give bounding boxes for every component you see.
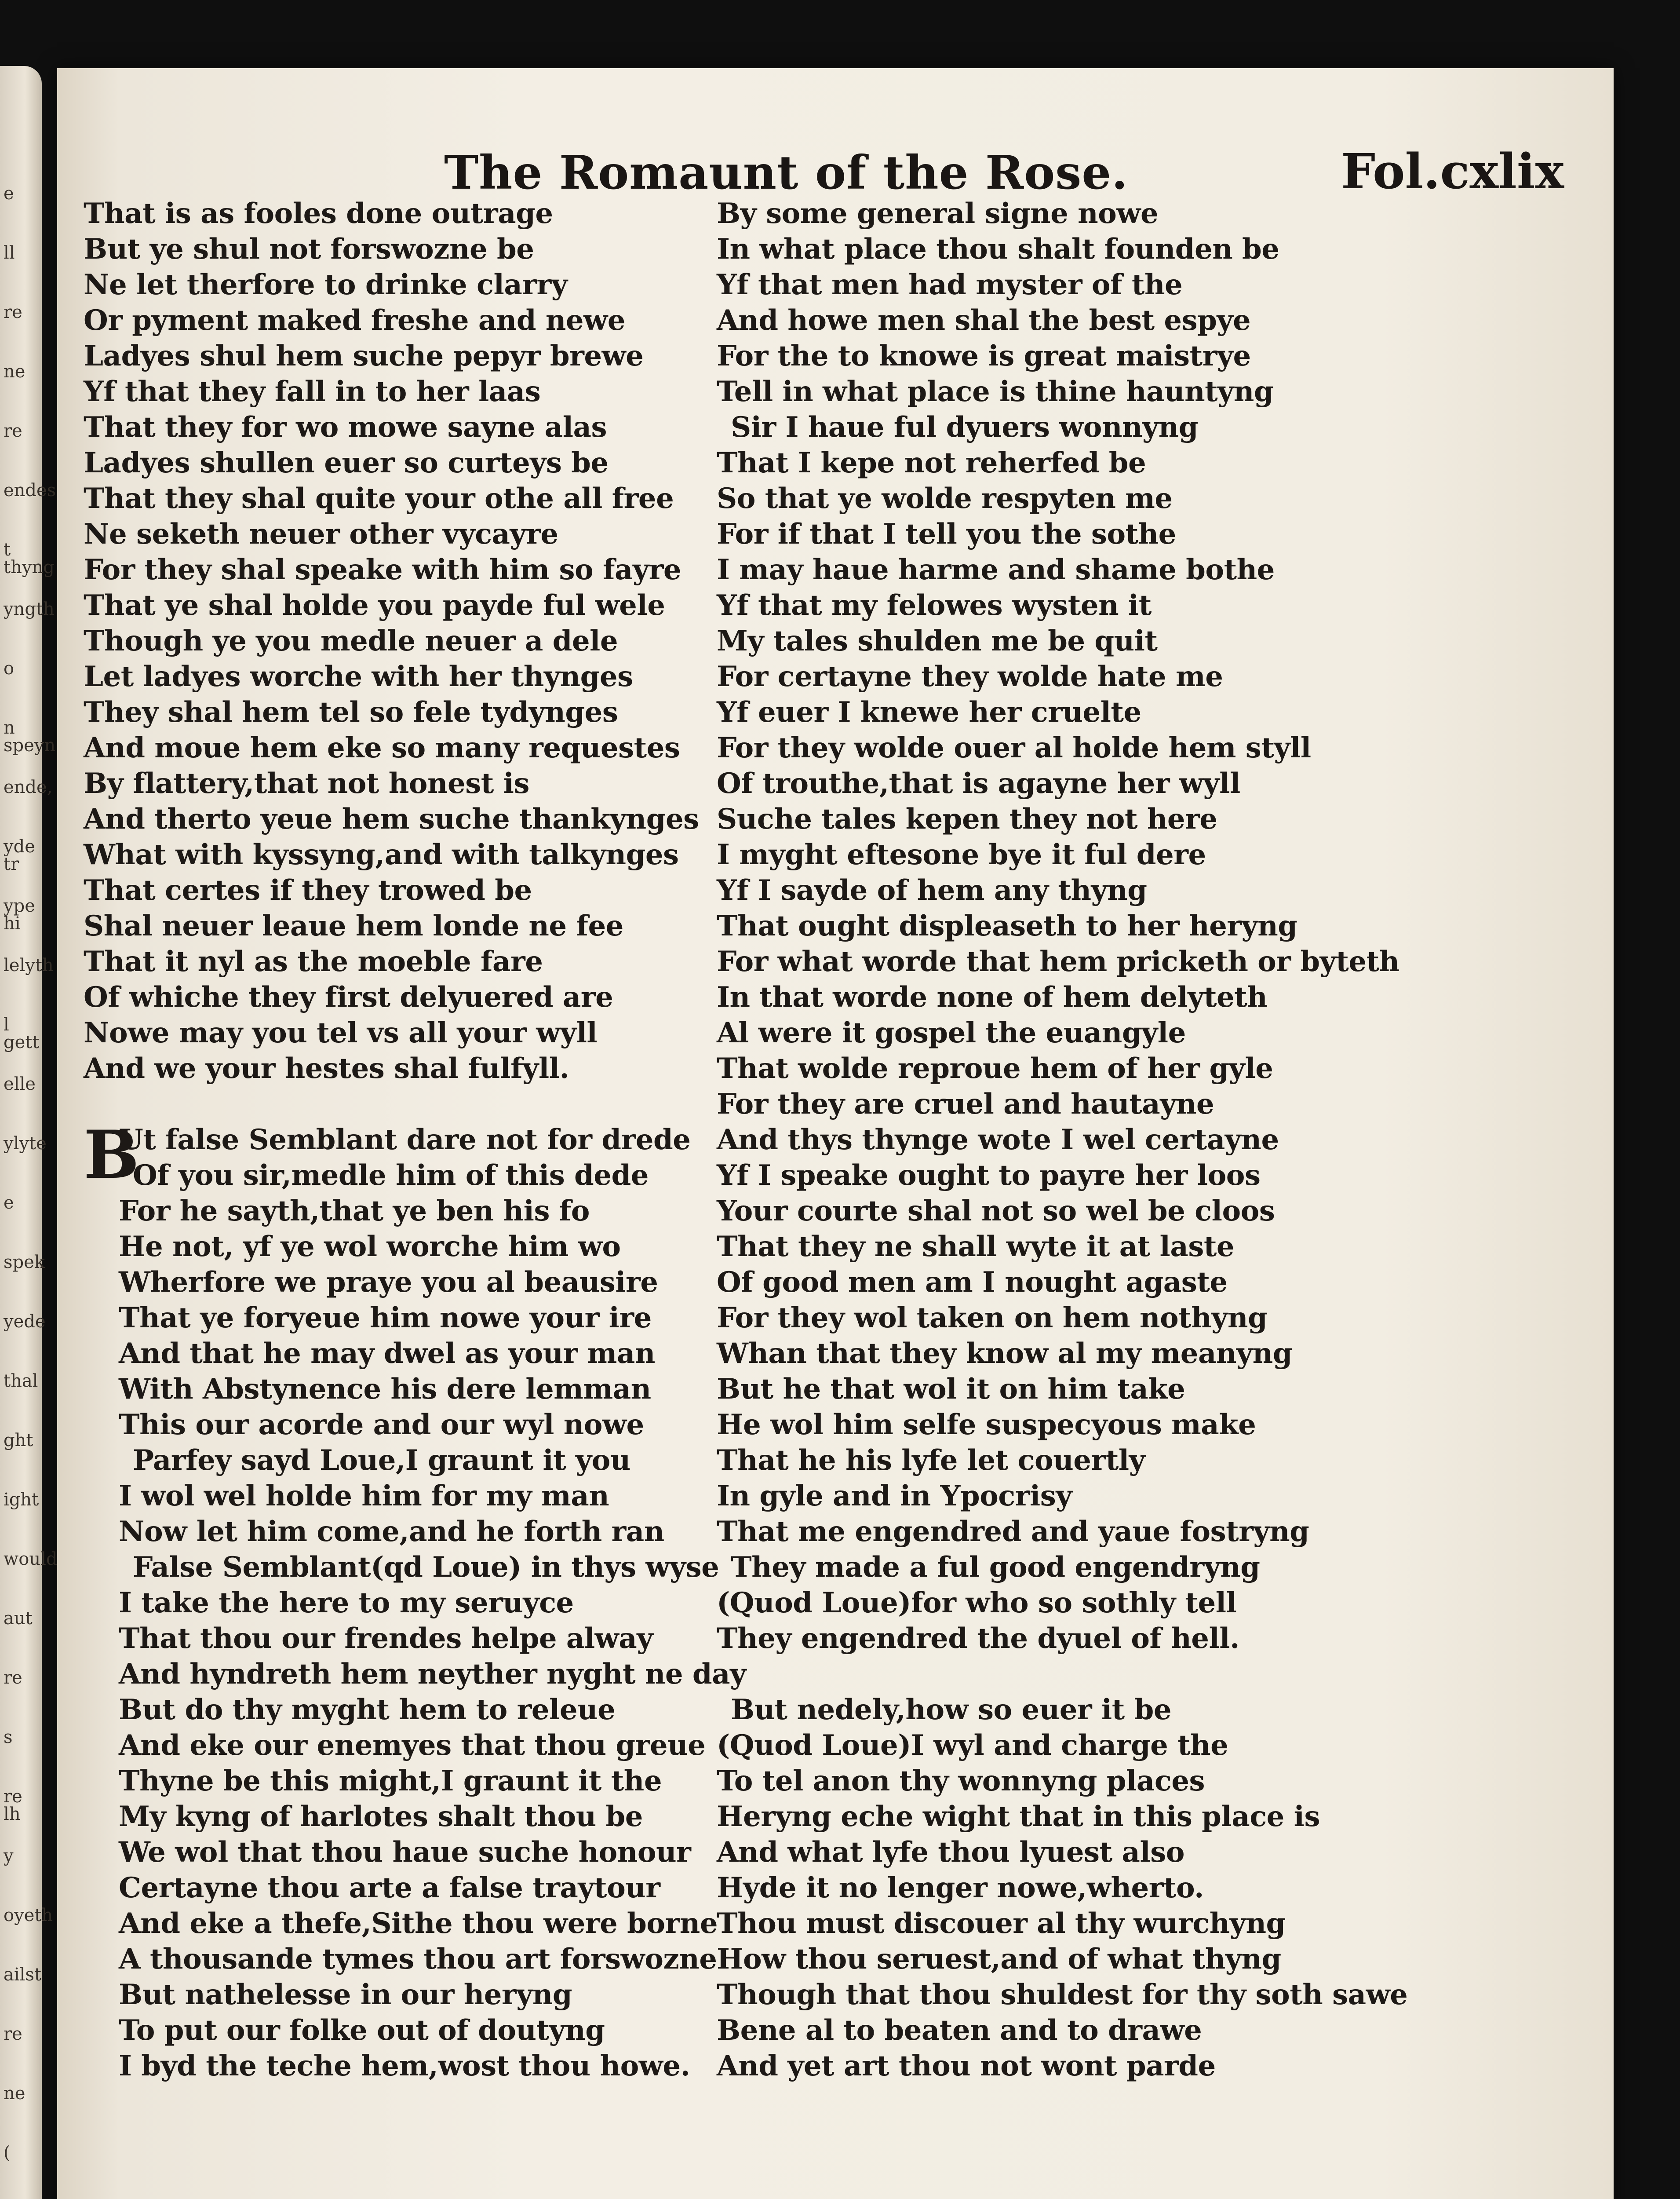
verse-line: And eke a thefe,Sithe thou were borne — [119, 1907, 718, 1940]
verse-line: That is as fooles done outrage — [84, 197, 553, 230]
verse-line: I may haue harme and shame bothe — [717, 553, 1275, 586]
margin-fragment: re — [4, 302, 22, 322]
verse-line: Nowe may you tel vs all your wyll — [84, 1016, 598, 1049]
verse-line: How thou seruest,and of what thyng — [717, 1943, 1281, 1976]
verse-line: They engendred the dyuel of hell. — [717, 1622, 1239, 1655]
verse-line: By some general signe nowe — [717, 197, 1159, 230]
verse-line: For the to knowe is great maistrye — [717, 340, 1251, 373]
verse-line: Let ladyes worche with her thynges — [84, 660, 633, 693]
verse-line: And eke our enemyes that thou greue — [119, 1729, 706, 1762]
verse-line: That ye shal holde you payde ful wele — [84, 589, 665, 622]
verse-line: That certes if they trowed be — [84, 874, 532, 907]
verse-line: For they wolde ouer al holde hem styll — [717, 731, 1311, 764]
verse-line: And moue hem eke so many requestes — [84, 731, 680, 764]
margin-fragment: re — [4, 2024, 22, 2044]
verse-line: With Abstynence his dere lemman — [119, 1373, 651, 1406]
verse-line: To tel anon thy wonnyng places — [717, 1764, 1205, 1797]
verse-line: In what place thou shalt founden be — [717, 233, 1279, 266]
margin-fragment: elle — [4, 1074, 36, 1094]
verse-line: Thou must discouer al thy wurchyng — [717, 1907, 1286, 1940]
verse-line: To put our folke out of doutyng — [119, 2014, 605, 2047]
verse-line: Tell in what place is thine hauntyng — [717, 375, 1274, 408]
margin-fragment: ende, — [4, 777, 53, 797]
left-stanza-b — [84, 1116, 783, 2084]
verse-line: And yet art thou not wont parde — [717, 2049, 1216, 2082]
verse-line: But nathelesse in our heryng — [119, 1978, 572, 2011]
verse-line: For he sayth,that ye ben his fo — [119, 1194, 590, 1227]
verse-line: That wolde reproue hem of her gyle — [717, 1052, 1273, 1085]
verse-line: And thys thynge wote I wel certayne — [717, 1123, 1279, 1156]
margin-fragment: endes — [4, 480, 56, 500]
verse-line: I myght eftesone bye it ful dere — [717, 838, 1206, 871]
verse-line: Yf that they fall in to her laas — [84, 375, 541, 408]
margin-fragment: ight — [4, 1490, 39, 1510]
verse-line: And we your hestes shal fulfyll. — [84, 1052, 569, 1085]
verse-line: And therto yeue hem suche thankynges — [84, 803, 699, 836]
verse-line: Suche tales kepen they not here — [717, 803, 1217, 836]
verse-line: And hyndreth hem neyther nyght ne day — [119, 1658, 746, 1691]
verse-line: Wherfore we praye you al beausire — [119, 1266, 658, 1299]
verse-line: Yf I speake ought to payre her loos — [717, 1159, 1261, 1192]
left-stanza-a — [84, 196, 783, 1086]
margin-fragment: yngth — [4, 599, 55, 619]
margin-fragment: n speyn — [4, 718, 56, 756]
margin-fragment: ne — [4, 362, 26, 382]
verse-line: We wol that thou haue suche honour — [119, 1836, 691, 1869]
verse-line: My kyng of harlotes shalt thou be — [119, 1800, 643, 1833]
verse-line: Though ye you medle neuer a dele — [84, 625, 618, 658]
verse-line: That thou our frendes helpe alway — [119, 1622, 653, 1655]
verse-line: For certayne they wolde hate me — [717, 660, 1223, 693]
running-title: The Romaunt of the Rose. — [444, 145, 1128, 200]
right-stanza-b — [717, 1692, 1543, 2084]
verse-line: Of whiche they first delyuered are — [84, 981, 613, 1014]
verse-line: So that ye wolde respyten me — [717, 482, 1173, 515]
verse-line: (Quod Loue)for who so sothly tell — [717, 1586, 1237, 1619]
verse-line: A thousande tymes thou art forswozne — [119, 1943, 717, 1976]
verse-line: My tales shulden me be quit — [717, 625, 1158, 658]
verse-line: Ladyes shul hem suche pepyr brewe — [84, 340, 644, 373]
margin-fragment: yde tr — [4, 836, 35, 874]
margin-fragment: s — [4, 1727, 13, 1747]
verse-line: But nedely,how so euer it be — [731, 1693, 1172, 1726]
verse-line: They made a ful good engendryng — [731, 1551, 1260, 1584]
verse-line: Sir I haue ful dyuers wonnyng — [731, 411, 1198, 444]
verse-line: Though that thou shuldest for thy soth sawe — [717, 1978, 1408, 2011]
stanza-gap — [717, 1656, 1543, 1692]
verse-line: For if that I tell you the sothe — [717, 518, 1176, 551]
right-stanza-a — [717, 196, 1543, 1656]
verse-line: Or pyment maked freshe and newe — [84, 304, 625, 337]
margin-fragment: oyeth — [4, 1905, 53, 1925]
verse-line: I take the here to my seruyce — [119, 1586, 574, 1619]
verse-line: For what worde that hem pricketh or byteth — [717, 945, 1399, 978]
margin-fragment: re — [4, 1668, 22, 1688]
book-page — [57, 68, 1614, 2199]
margin-fragment: ght — [4, 1430, 33, 1450]
margin-fragment: ailst — [4, 1965, 42, 1985]
verse-line: That ye foryeue him nowe your ire — [119, 1301, 652, 1334]
verse-line: Bene al to beaten and to drawe — [717, 2014, 1202, 2047]
right-column — [717, 196, 1543, 2084]
verse-line: That it nyl as the moeble fare — [84, 945, 543, 978]
verse-line: I byd the teche hem,wost thou howe. — [119, 2049, 690, 2082]
verse-line: Ladyes shullen euer so curteys be — [84, 446, 609, 479]
margin-fragment: aut — [4, 1608, 33, 1629]
margin-fragment: ylyte — [4, 1133, 47, 1154]
verse-line: That I kepe not reherfed be — [717, 446, 1146, 479]
margin-fragment: ll — [4, 243, 15, 263]
margin-fragment: y — [4, 1846, 14, 1866]
verse-line: For they are cruel and hautayne — [717, 1088, 1214, 1121]
verse-line: Whan that they know al my meanyng — [717, 1337, 1292, 1370]
margin-fragment: ( — [4, 2143, 11, 2163]
verse-line: Of good men am I nought agaste — [717, 1266, 1228, 1299]
verse-line: Ne let therfore to drinke clarry — [84, 268, 568, 301]
verse-line: For they shal speake with him so fayre — [84, 553, 681, 586]
verse-line: Parfey sayd Loue,I graunt it you — [133, 1444, 630, 1477]
margin-fragment: thal — [4, 1371, 38, 1391]
margin-fragment: would — [4, 1549, 58, 1569]
verse-line: Thyne be this might,I graunt it the — [119, 1764, 662, 1797]
verse-line: And that he may dwel as your man — [119, 1337, 655, 1370]
verse-line: That they for wo mowe sayne alas — [84, 411, 607, 444]
left-column — [84, 196, 783, 2084]
verse-line: He not, yf ye wol worche him wo — [119, 1230, 621, 1263]
verse-line: But do thy myght hem to releue — [119, 1693, 616, 1726]
verse-line: Ne seketh neuer other vycayre — [84, 518, 558, 551]
verse-line: For they wol taken on hem nothyng — [717, 1301, 1268, 1334]
verse-line: But he that wol it on him take — [717, 1373, 1185, 1406]
margin-fragment: re lh — [4, 1786, 22, 1824]
verse-line: Now let him come,and he forth ran — [119, 1515, 664, 1548]
verse-line: That he his lyfe let couertly — [717, 1444, 1145, 1477]
margin-fragment: e — [4, 183, 14, 204]
folio-number: Fol.cxlix — [1341, 143, 1564, 200]
verse-line: That they shal quite your othe all free — [84, 482, 674, 515]
verse-line: Shal neuer leaue hem londe ne fee — [84, 910, 623, 942]
verse-line: Al were it gospel the euangyle — [717, 1016, 1186, 1049]
verse-line: Yf euer I knewe her cruelte — [717, 696, 1141, 729]
verse-line: Ut false Semblant dare not for drede — [119, 1123, 691, 1156]
verse-line: That they ne shall wyte it at laste — [717, 1230, 1235, 1263]
verse-line: Yf that my felowes wysten it — [717, 589, 1152, 622]
verse-line: Yf I sayde of hem any thyng — [717, 874, 1147, 907]
verse-line: They shal hem tel so fele tydynges — [84, 696, 618, 729]
margin-fragment: spek — [4, 1252, 45, 1272]
verse-line: Certayne thou arte a false traytour — [119, 1871, 660, 1904]
verse-line: This our acorde and our wyl nowe — [119, 1408, 644, 1441]
verse-line: Hyde it no lenger nowe,wherto. — [717, 1871, 1204, 1904]
stanza-gap — [84, 1086, 783, 1122]
verse-line: But ye shul not forswozne be — [84, 233, 534, 266]
margin-fragment: re — [4, 421, 22, 441]
margin-fragment: ype hi — [4, 896, 35, 934]
verse-line: And howe men shal the best espye — [717, 304, 1251, 337]
margin-fragment: e — [4, 1193, 14, 1213]
verse-line: By flattery,that not honest is — [84, 767, 529, 800]
verse-line: That me engendred and yaue fostryng — [717, 1515, 1309, 1548]
verse-line: Heryng eche wight that in this place is — [717, 1800, 1320, 1833]
margin-fragment: yede — [4, 1311, 46, 1332]
facing-page-edge — [0, 66, 58, 2199]
verse-line: False Semblant(qd Loue) in thys wyse — [133, 1551, 719, 1584]
verse-line: In gyle and in Ypocrisy — [717, 1479, 1072, 1512]
verse-line: (Quod Loue)I wyl and charge the — [717, 1729, 1228, 1762]
drop-cap: B — [84, 1116, 139, 1194]
verse-line: Yf that men had myster of the — [717, 268, 1183, 301]
verse-line: I wol wel holde him for my man — [119, 1479, 609, 1512]
margin-fragment: l gett — [4, 1015, 40, 1052]
verse-line: He wol him selfe suspecyous make — [717, 1408, 1256, 1441]
verse-line: Of trouthe,that is agayne her wyll — [717, 767, 1240, 800]
verse-line: In that worde none of hem delyteth — [717, 981, 1268, 1014]
verse-line: And what lyfe thou lyuest also — [717, 1836, 1184, 1869]
verse-line: Your courte shal not so wel be cloos — [717, 1194, 1275, 1227]
margin-fragment: ne — [4, 2083, 26, 2104]
margin-fragment: o — [4, 658, 15, 679]
verse-line: Of you sir,medle him of this dede — [133, 1159, 649, 1192]
verse-line: That ought displeaseth to her heryng — [717, 910, 1297, 942]
margin-fragment: t thyng — [4, 540, 55, 577]
verse-line: What with kyssyng,and with talkynges — [84, 838, 679, 871]
margin-fragment: lelyth — [4, 955, 54, 975]
